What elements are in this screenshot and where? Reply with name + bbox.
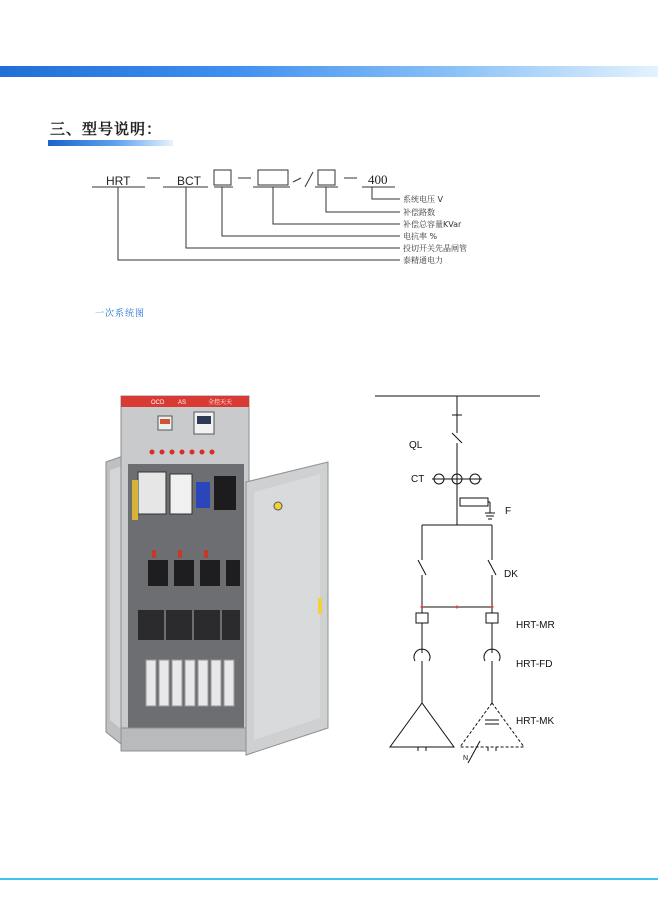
mk-right bbox=[460, 703, 524, 747]
cabinet-base bbox=[121, 728, 249, 751]
reactors bbox=[138, 610, 240, 640]
section-title: 三、型号说明： bbox=[50, 120, 163, 138]
code-hrt: HRT bbox=[106, 174, 131, 188]
leader-capacity bbox=[273, 187, 400, 224]
section-title-underline bbox=[48, 140, 173, 146]
capacitors bbox=[146, 660, 234, 706]
diagram-caption: 一次系统图 bbox=[95, 309, 146, 319]
code-bct: BCT bbox=[177, 174, 201, 188]
arrester bbox=[460, 498, 488, 506]
door-label bbox=[274, 502, 282, 510]
cabinet-image bbox=[96, 390, 336, 760]
footer-line bbox=[0, 878, 658, 880]
legend-circuits: 补偿路数 bbox=[403, 208, 435, 217]
mr-left bbox=[416, 613, 428, 623]
door-handle bbox=[318, 598, 322, 614]
model-code-diagram bbox=[0, 160, 658, 275]
label-hrt-mr: HRT-MR bbox=[516, 620, 555, 631]
label-n: N bbox=[463, 755, 469, 762]
legend-brand: 泰精通电力 bbox=[403, 256, 443, 265]
header-band bbox=[0, 66, 658, 77]
panel-text-2: AS bbox=[178, 400, 187, 406]
box-circuits bbox=[318, 170, 335, 185]
mr-right bbox=[486, 613, 498, 623]
dk-switch-right bbox=[488, 560, 496, 575]
leader-voltage bbox=[372, 187, 400, 199]
leader-switch bbox=[186, 187, 400, 248]
slash bbox=[305, 172, 313, 187]
label-ct: CT bbox=[411, 474, 425, 485]
panel-text-1: OCD bbox=[151, 400, 165, 406]
code-400: 400 bbox=[368, 172, 388, 187]
box-capacity bbox=[258, 170, 288, 185]
legend-switch: 投切开关先晶闸管 bbox=[403, 244, 467, 253]
legend-capacity: 补偿总容量KVar bbox=[403, 220, 462, 229]
legend-reactance: 电抗率 % bbox=[403, 232, 438, 241]
mk-left bbox=[390, 703, 454, 747]
ql-switch bbox=[452, 433, 462, 443]
legend-voltage: 系统电压 V bbox=[403, 195, 444, 204]
label-ql: QL bbox=[409, 440, 423, 451]
panel-text-3: 全控天天 bbox=[208, 399, 233, 406]
label-hrt-fd: HRT-FD bbox=[516, 659, 553, 670]
label-hrt-mk: HRT-MK bbox=[516, 716, 555, 727]
box-reactance bbox=[214, 170, 231, 185]
dk-switch-left bbox=[418, 560, 426, 575]
label-f: F bbox=[505, 506, 512, 517]
label-dk: DK bbox=[504, 569, 518, 580]
contactors bbox=[148, 560, 240, 586]
